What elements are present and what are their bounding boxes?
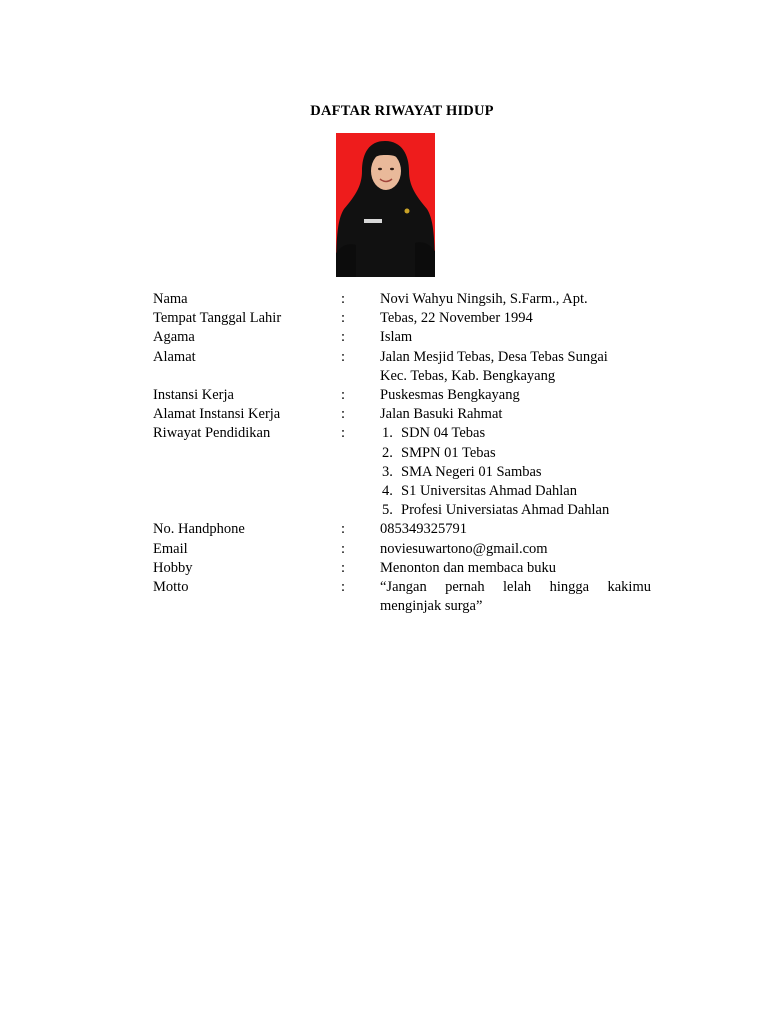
field-label: Motto: [153, 579, 189, 596]
field-label: Agama: [153, 329, 195, 346]
field-separator: :: [341, 521, 346, 538]
field-agama: [153, 328, 653, 347]
field-label: Tempat Tanggal Lahir: [153, 310, 282, 327]
profile-photo: [336, 133, 435, 277]
field-separator: :: [341, 559, 346, 576]
list-item: 5. Profesi Universiatas Ahmad Dahlan: [382, 502, 610, 519]
field-instansi: [153, 386, 653, 405]
field-label: No. Handphone: [153, 521, 245, 538]
field-motto: [153, 578, 653, 616]
field-separator: :: [341, 329, 346, 346]
field-separator: :: [341, 310, 346, 327]
field-email: [153, 540, 653, 559]
field-label: Nama: [153, 291, 188, 307]
list-item: 3. SMA Negeri 01 Sambas: [382, 463, 542, 480]
field-value: Menonton dan membaca buku: [380, 559, 556, 576]
field-label: Riwayat Pendidikan: [153, 425, 271, 442]
field-label: Hobby: [153, 559, 193, 576]
field-label: Alamat: [153, 348, 196, 365]
field-hobby: [153, 559, 653, 578]
motto-line-2: menginjak surga”: [380, 598, 483, 615]
field-label: Instansi Kerja: [153, 387, 234, 404]
field-separator: :: [341, 348, 346, 365]
field-value-line-1: Jalan Mesjid Tebas, Desa Tebas Sungai: [380, 348, 608, 365]
field-separator: :: [341, 579, 346, 596]
field-nama: [153, 290, 653, 309]
field-separator: :: [341, 540, 346, 557]
field-value: 085349325791: [380, 521, 467, 538]
education-list: [380, 424, 651, 520]
field-value: Tebas, 22 November 1994: [380, 310, 533, 327]
list-item: 4. S1 Universitas Ahmad Dahlan: [382, 483, 577, 500]
biodata-table: [153, 290, 653, 616]
field-handphone: [153, 520, 653, 539]
field-alamat: [153, 348, 653, 386]
list-item: 1. SDN 04 Tebas: [382, 425, 486, 442]
field-separator: :: [341, 406, 346, 423]
field-value: Islam: [380, 329, 413, 346]
field-value: Jalan Basuki Rahmat: [380, 406, 503, 423]
field-value: noviesuwartono@gmail.com: [380, 540, 548, 557]
field-pendidikan: [153, 424, 653, 520]
field-label: Email: [153, 540, 188, 557]
field-value: Novi Wahyu Ningsih, S.Farm., Apt.: [380, 291, 588, 307]
field-value: Puskesmas Bengkayang: [380, 387, 520, 404]
motto-line-1: “Jangan pernah lelah hingga kakimu: [380, 579, 651, 596]
field-separator: :: [341, 387, 346, 404]
field-value-line-2: Kec. Tebas, Kab. Bengkayang: [380, 367, 556, 384]
field-separator: :: [341, 425, 346, 442]
field-ttl: [153, 309, 653, 328]
field-alamat-instansi: [153, 405, 653, 424]
field-label: Alamat Instansi Kerja: [153, 406, 281, 423]
field-separator: :: [341, 291, 346, 307]
document-title: DAFTAR RIWAYAT HIDUP: [310, 103, 494, 119]
list-item: 2. SMPN 01 Tebas: [382, 444, 496, 461]
